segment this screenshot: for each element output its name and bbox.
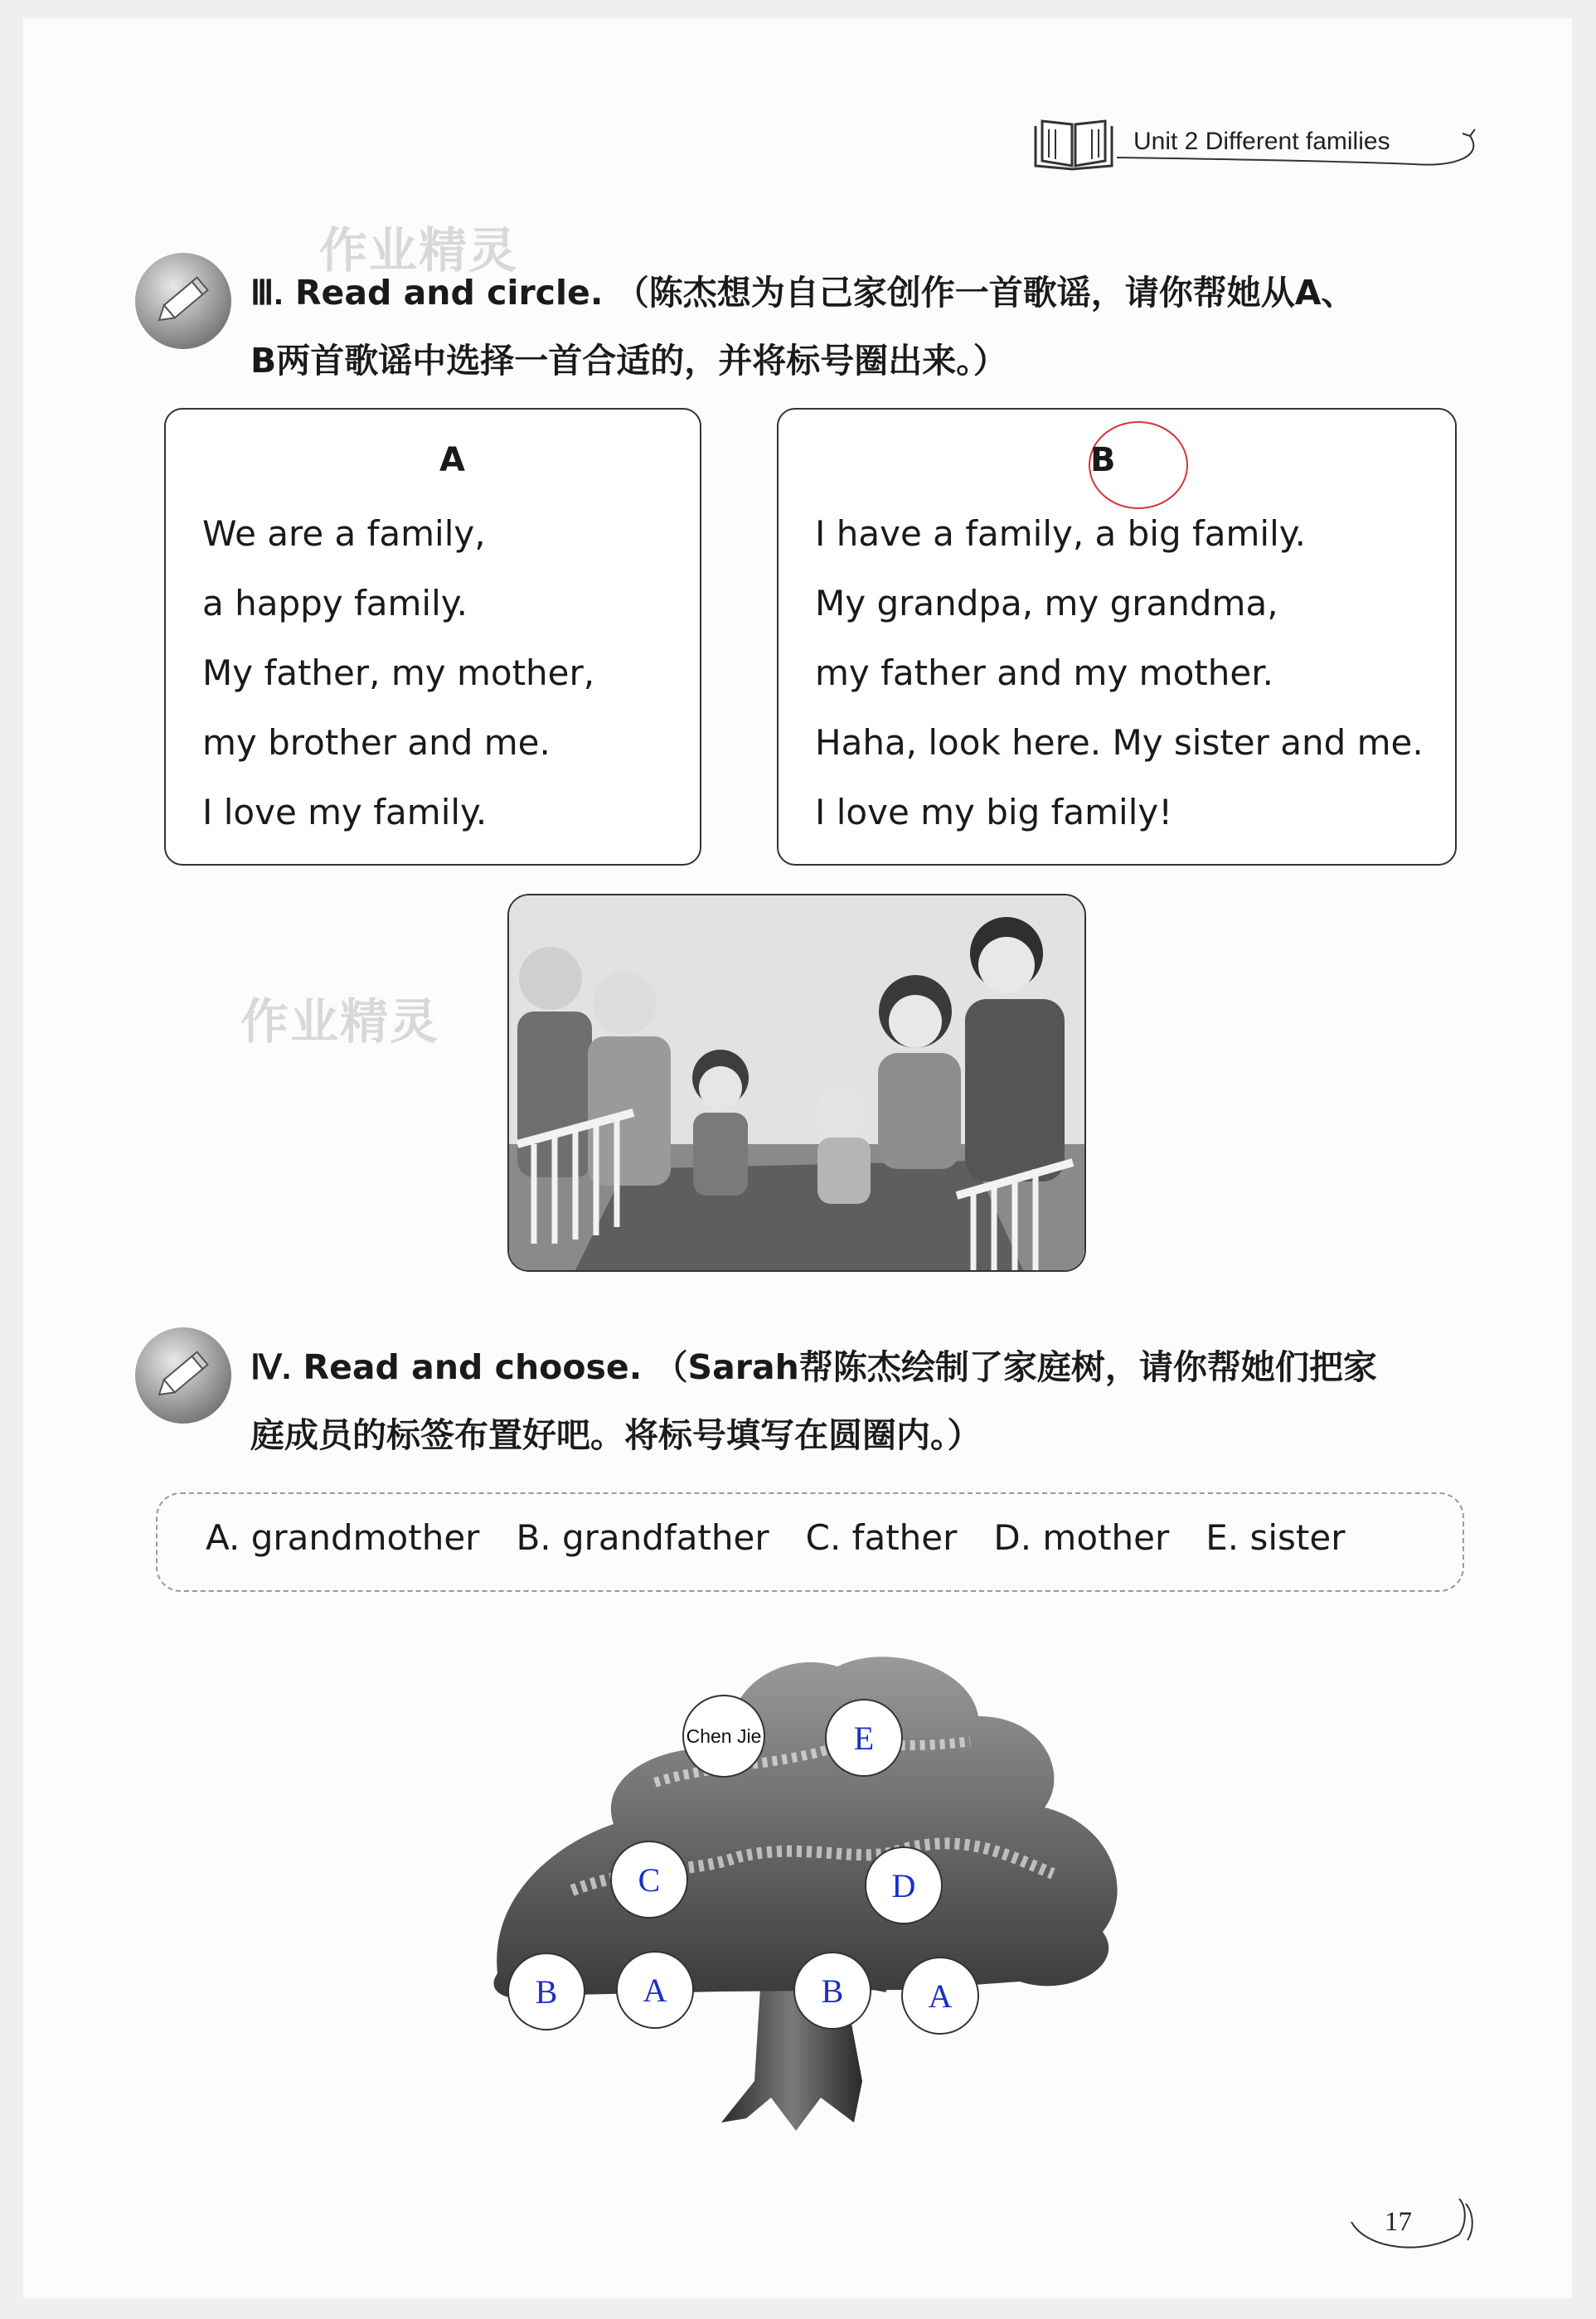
poem-line: a happy family.	[202, 583, 468, 623]
unit-title: Unit 2 Different families	[1133, 128, 1390, 155]
node-chen-jie: Chen Jie	[682, 1695, 765, 1778]
poem-a-label: A	[439, 441, 465, 479]
poem-line: I love my family.	[202, 792, 488, 832]
page-number: 17	[1385, 2207, 1412, 2237]
poem-line: My grandpa, my grandma,	[815, 583, 1278, 623]
section-3-number: Ⅲ.	[250, 274, 284, 312]
section-4-instruction-1: （Sarah帮陈杰绘制了家庭树，请你帮她们把家	[653, 1347, 1377, 1387]
poem-b-lines	[815, 499, 1424, 847]
node-paternal-grandmother[interactable]: A	[616, 1951, 694, 2029]
tree-icon	[473, 1617, 1152, 2156]
poem-line: my father and my mother.	[815, 653, 1273, 693]
options-box	[156, 1492, 1464, 1592]
unit-header	[1032, 106, 1480, 189]
watermark: 作业精灵	[319, 222, 519, 279]
section-3-title: Read and circle.	[294, 273, 604, 313]
option-d: D. mother	[993, 1517, 1170, 1558]
option-c: C. father	[805, 1517, 958, 1558]
section-4-heading	[133, 1325, 1492, 1466]
section-3-instruction-1: （陈杰想为自己家创作一首歌谣，请你帮她从A、	[614, 273, 1356, 313]
poem-b-box	[777, 408, 1457, 866]
option-a: A. grandmother	[206, 1517, 480, 1558]
poem-line: my brother and me.	[202, 722, 551, 763]
node-maternal-grandfather[interactable]: B	[793, 1952, 871, 2030]
poem-line: I love my big family!	[815, 792, 1173, 832]
poem-line: I have a family, a big family.	[815, 513, 1306, 554]
section-3-instruction-2: B两首歌谣中选择一首合适的，并将标号圈出来。）	[250, 341, 1007, 381]
poem-b-label: B	[1090, 441, 1116, 479]
node-paternal-grandfather[interactable]: B	[507, 1953, 585, 2030]
poem-line: Haha, look here. My sister and me.	[815, 722, 1424, 763]
node-maternal-grandmother[interactable]: A	[901, 1957, 979, 2035]
poem-a-box	[164, 408, 701, 866]
node-mother[interactable]: D	[865, 1846, 943, 1924]
section-4-title: Read and choose.	[303, 1347, 643, 1387]
poem-line: We are a family,	[202, 513, 486, 554]
section-4-number: Ⅳ.	[250, 1348, 292, 1386]
family-picture	[509, 895, 1084, 1270]
family-illustration	[507, 894, 1086, 1272]
watermark: 作业精灵	[240, 993, 440, 1050]
options-list	[206, 1517, 1346, 1558]
poem-line: My father, my mother,	[202, 653, 595, 693]
section-4-instruction-2: 庭成员的标签布置好吧。将标号填写在圆圈内。）	[250, 1415, 982, 1455]
pencil-icon	[133, 250, 234, 352]
family-tree	[473, 1617, 1152, 2156]
option-b: B. grandfather	[516, 1517, 769, 1558]
pencil-icon	[133, 1325, 234, 1426]
poem-a-lines	[202, 499, 594, 847]
node-father[interactable]: C	[610, 1841, 688, 1919]
section-4-text	[250, 1333, 1502, 1469]
option-e: E. sister	[1205, 1517, 1346, 1558]
node-sister[interactable]: E	[825, 1699, 903, 1777]
